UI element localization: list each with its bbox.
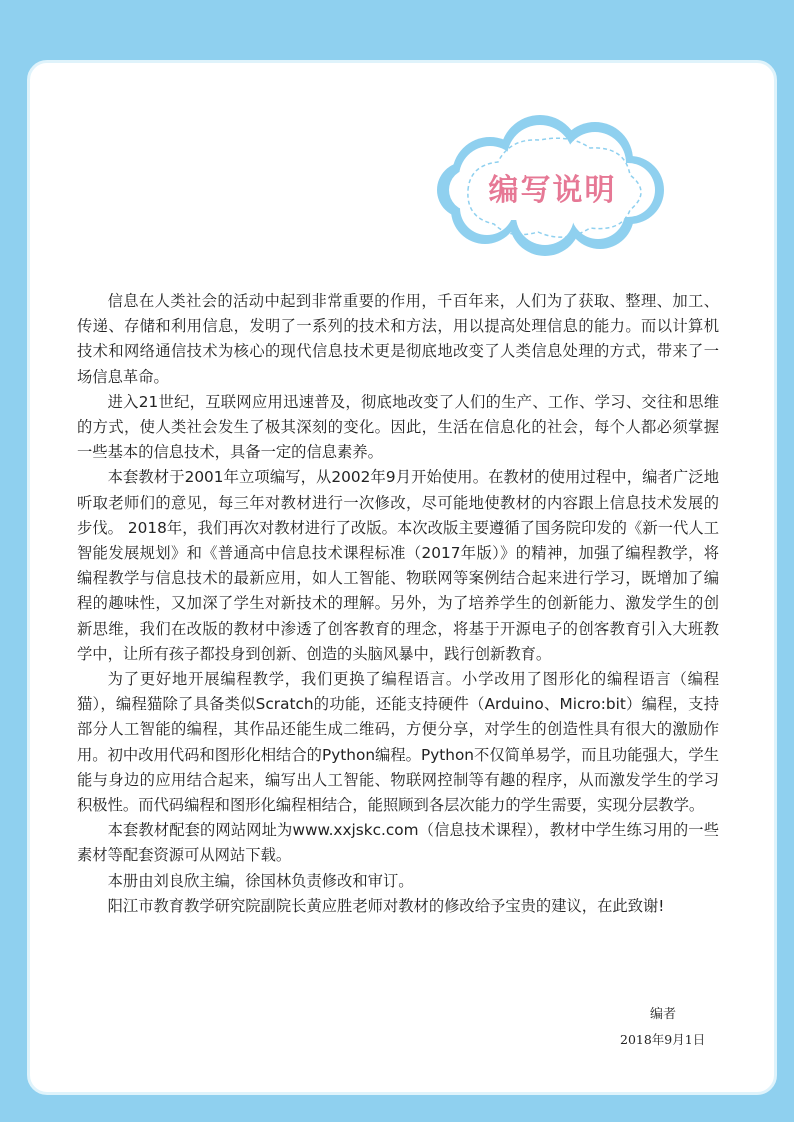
paragraph: 为了更好地开展编程教学，我们更换了编程语言。小学改用了图形化的编程语言（编程猫），编程猫除了具备类似Scratch的功能，还能支持硬件（Arduino、Micro:bit）编程，支持部分人工智能的编程，其作品还能生成二维码，方便分享，对学生的创造性具有很大的激励作用。初中改用代码和图形化相结合的Python编程。Python不仅简单易学，而且功能强大，学生能与身边的应用结合起来，编写出人工智能、物联网控制等有趣的程序，从而激发学生的学习积极性。而代码编程和图形化编程相结合，能照顾到各层次能力的学生需要，实现分层教学。 [77,670,719,815]
paragraph: 本套教材于2001年立项编写，从2002年9月开始使用。在教材的使用过程中，编者广泛地听取老师们的意见，每三年对教材进行一次修改，尽可能地使教材的内容跟上信息技术发展的步伐。 2018年，我们再次对教材进行了改版。本次改版主要遵循了国务院印发的《新一代人工智能发展规划》和《普通高中信息技术课程标准（2017年版）》的精神，加强了编程教学，将编程教学与信息技术的最新应用，如人工智能、物联网等案例结合起来进行学习，既增加了编程的趣味性，又加深了学生对新技术的理解。另外，为了培养学生的创新能力、激发学生的创新思维，我们在改版的教材中渗透了创客教育的理念，将基于开源电子的创客教育引入大班教学中，让所有孩子都投身到创新、创造的头脑风暴中，践行创新教育。 [77,468,719,663]
body-text [77,289,719,919]
paragraph: 信息在人类社会的活动中起到非常重要的作用，千百年来，人们为了获取、整理、加工、传递、存储和利用信息，发明了一系列的技术和方法，用以提高处理信息的能力。而以计算机技术和网络通信技术为核心的现代信息技术更是彻底地改变了人类信息处理的方式，带来了一场信息革命。 [77,292,719,386]
paragraph: 本册由刘良欣主编，徐国林负责修改和审订。 [107,871,414,890]
signature: 编者 [650,1007,677,1022]
paragraph: 阳江市教育教学研究院副院长黄应胜老师对教材的修改给予宝贵的建议，在此致谢! [107,896,665,915]
date: 2018年9月1日 [620,1032,706,1047]
paragraph: 进入21世纪，互联网应用迅速普及，彻底地改变了人们的生产、工作、学习、交往和思维的方式，使人类社会发生了极其深刻的变化。因此，生活在信息化的社会，每个人都必须掌握一些基本的信息技术，具备一定的信息素养。 [77,392,719,462]
paragraph: 本套教材配套的网站网址为www.xxjskc.com（信息技术课程），教材中学生练习用的一些素材等配套资源可从网站下载。 [77,821,719,865]
title-cloud [430,110,675,260]
page-title: 编写说明 [488,173,617,208]
